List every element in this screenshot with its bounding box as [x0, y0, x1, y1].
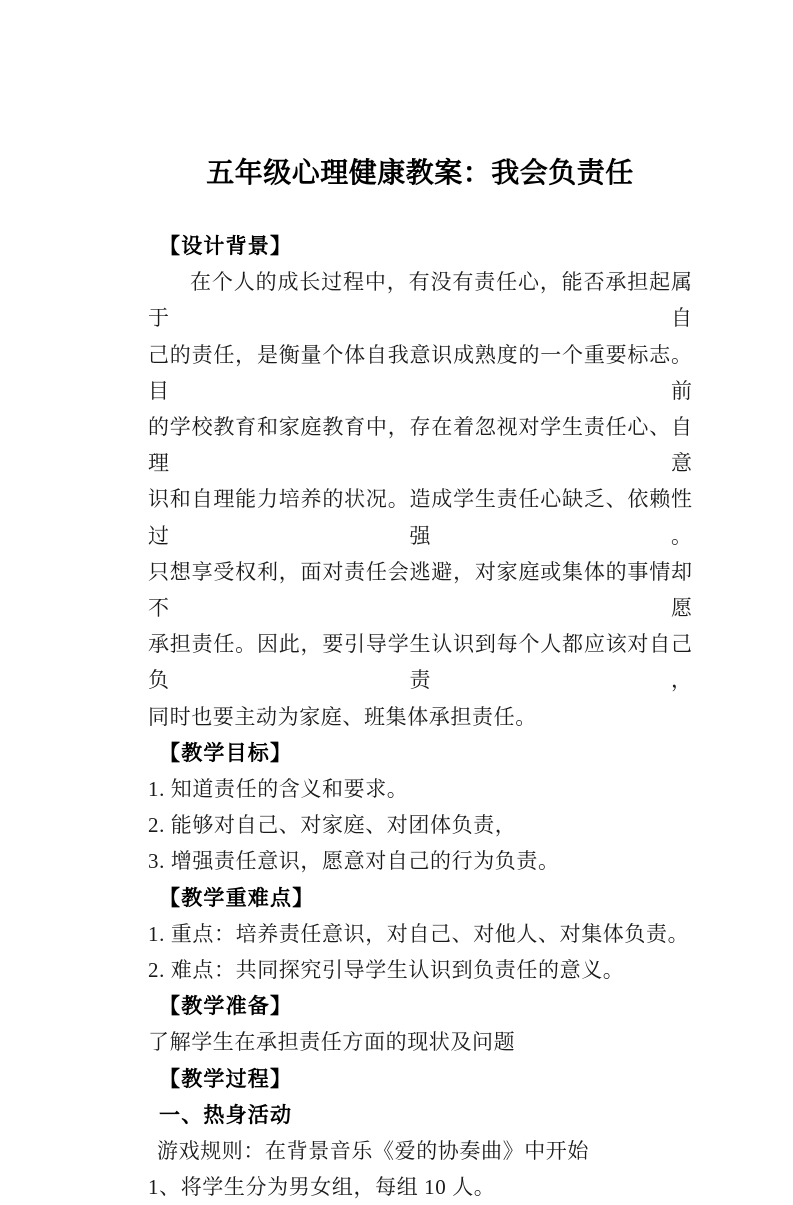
teaching-objective-item-2: 2. 能够对自己、对家庭、对团体负责，	[148, 813, 517, 838]
design-background-line-6: 承担责任。因此，要引导学生认识到每个人都应该对自己负责，	[148, 632, 692, 693]
key-difficult-point-item-2: 2. 难点：共同探究引导学生认识到负责任的意义。	[148, 958, 625, 983]
design-background-line-1: 在个人的成长过程中，有没有责任心，能否承担起属于自	[148, 270, 692, 331]
section-heading-design-background: 【设计背景】	[159, 234, 293, 258]
design-background-line-7: 同时也要主动为家庭、班集体承担责任。	[148, 704, 537, 729]
teaching-preparation-line-1: 了解学生在承担责任方面的现状及问题	[148, 1030, 516, 1055]
section-heading-teaching-process: 【教学过程】	[159, 1066, 293, 1091]
subsection-heading-warmup-activity: 一、热身活动	[159, 1102, 293, 1127]
page-title: 五年级心理健康教案：我会负责任	[206, 157, 634, 188]
key-difficult-point-item-1: 1. 重点：培养责任意识，对自己、对他人、对集体负责。	[148, 921, 690, 946]
teaching-process-line-game-rule: 游戏规则：在背景音乐《爱的协奏曲》中开始	[157, 1139, 589, 1164]
design-background-line-5: 只想享受权利，面对责任会逃避，对家庭或集体的事情却不愿	[148, 559, 692, 621]
section-heading-teaching-preparation: 【教学准备】	[159, 994, 293, 1019]
teaching-objective-item-1: 1. 知道责任的含义和要求。	[148, 777, 409, 802]
section-heading-key-difficult-points: 【教学重难点】	[159, 885, 315, 910]
design-background-line-4: 识和自理能力培养的状况。造成学生责任心缺乏、依赖性过强。	[148, 487, 692, 548]
design-background-line-3: 的学校教育和家庭教育中，存在着忽视对学生责任心、自理意	[148, 415, 692, 476]
design-background-line-2: 己的责任，是衡量个体自我意识成熟度的一个重要标志。目前	[148, 342, 692, 403]
document-body	[148, 228, 692, 1205]
teaching-process-line-grouping: 1、将学生分为男女组，每组 10 人。	[148, 1175, 496, 1200]
section-heading-teaching-objectives: 【教学目标】	[159, 740, 293, 765]
teaching-objective-item-3: 3. 增强责任意识，愿意对自己的行为负责。	[148, 849, 560, 874]
